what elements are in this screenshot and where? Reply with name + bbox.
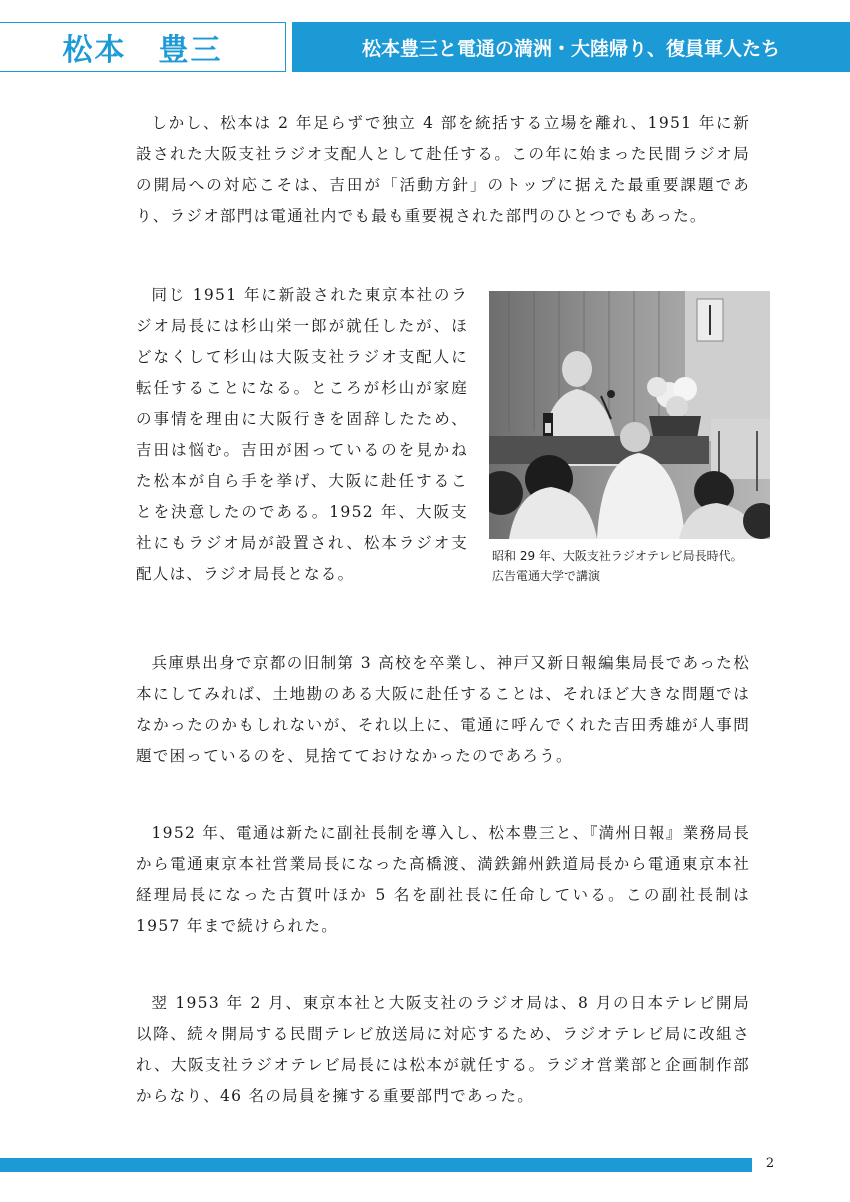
paragraph-3: 兵庫県出身で京都の旧制第 3 高校を卒業し、神戸又新日報編集局長であった松本にしてみれば、土地勘のある大阪に赴任することは、それほど大きな問題ではなかったのかもしれないが、それ以上に、電通に呼んでくれた吉田秀雄が人事問題で困っているのを、見捨てておけなかったのであろう。	[136, 654, 750, 765]
page-number: 2	[765, 1156, 775, 1171]
paragraph-5: 翌 1953 年 2 月、東京本社と大阪支社のラジオ局は、8 月の日本テレビ開局以降、続々開局する民間テレビ放送局に対応するため、ラジオテレビ局に改組され、大阪支社ラジオテレビ局長には松本が就任する。ラジオ営業部と企画制作部からなり、46 名の局員を擁する重要部門であった。	[136, 994, 750, 1105]
chapter-title: 松本豊三と電通の満洲・大陸帰り、復員軍人たち	[292, 22, 850, 72]
page-header	[0, 22, 850, 74]
paragraph-2: 同じ 1951 年に新設された東京本社のラジオ局長には杉山栄一郎が就任したが、ほどなくして杉山は大阪支社ラジオ支配人に転任することになる。ところが杉山が家庭の事情を理由に大阪行きを固辞したため、吉田は悩む。吉田が困っているのを見かねた松本が自ら手を挙げ、大阪に赴任することを決意したのである。1952 年、大阪支社にもラジオ局が設置され、松本ラジオ支配人は、ラジオ局長となる。	[136, 286, 468, 583]
paragraph-4: 1952 年、電通は新たに副社長制を導入し、松本豊三と、『満州日報』業務局長から電通東京本社営業局長になった高橋渡、満鉄錦州鉄道局長から電通東京本社経理局長になった古賀叶ほか 5 名を副社長に任命している。この副社長制は 1957 年まで続けられた。	[136, 824, 750, 935]
footer-bar	[0, 1158, 752, 1172]
photo-caption	[492, 546, 782, 586]
author-name: 松本 豊三	[0, 22, 286, 72]
paragraph-1: しかし、松本は 2 年足らずで独立 4 部を統括する立場を離れ、1951 年に新設された大阪支社ラジオ支配人として赴任する。この年に始まった民間ラジオ局の開局への対応こそは、吉田が「活動方針」のトップに据えた最重要課題であり、ラジオ部門は電通社内でも最も重要視された部門のひとつでもあった。	[136, 114, 750, 225]
lecture-photo	[489, 291, 770, 539]
caption-line-1: 昭和 29 年、大阪支社ラジオテレビ局長時代。	[492, 549, 743, 563]
caption-line-2: 広告電通大学で講演	[492, 569, 601, 583]
